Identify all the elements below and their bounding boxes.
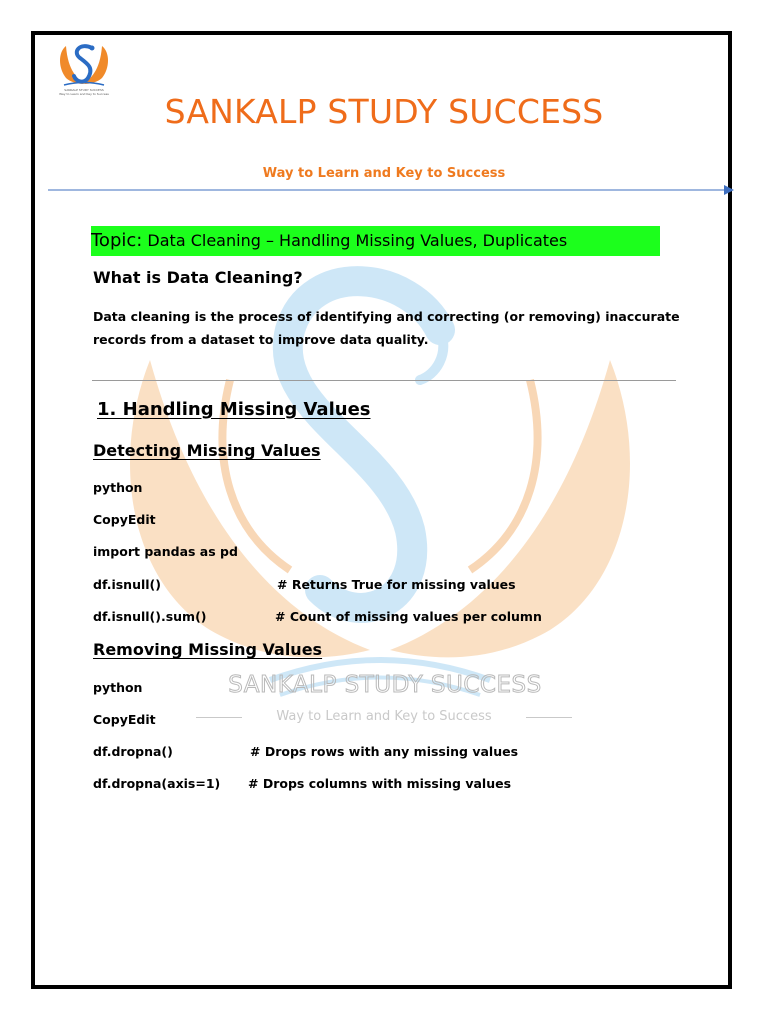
code-text: df.dropna(axis=1) bbox=[93, 776, 221, 791]
code-text: df.isnull().sum() bbox=[93, 609, 207, 624]
header-arrow-rule bbox=[48, 184, 734, 196]
code-line bbox=[93, 744, 519, 759]
code-line bbox=[93, 776, 512, 791]
code-comment: # Count of missing values per column bbox=[275, 609, 542, 624]
code-line bbox=[93, 480, 142, 495]
code-line bbox=[93, 544, 238, 559]
code-line bbox=[93, 609, 542, 624]
code-line bbox=[93, 512, 156, 527]
topic-label: Topic: bbox=[91, 230, 143, 251]
code-text: CopyEdit bbox=[93, 712, 156, 727]
code-text: python bbox=[93, 680, 143, 695]
code-line bbox=[93, 712, 156, 727]
code-text: python bbox=[93, 480, 143, 495]
section-heading: 1. Handling Missing Values bbox=[97, 399, 371, 420]
topic-banner bbox=[91, 226, 660, 256]
subheading-removing: Removing Missing Values bbox=[93, 640, 323, 659]
code-text: import pandas as pd bbox=[93, 544, 238, 559]
logo-caption: SANKALP STUDY SUCCESS Way to Learn and Key to Success bbox=[59, 88, 109, 96]
subheading-detecting: Detecting Missing Values bbox=[93, 441, 321, 460]
intro-paragraph: Data cleaning is the process of identifying and correcting (or removing) inaccurate records from a dataset to improve data quality. bbox=[93, 309, 680, 347]
code-text: df.dropna() bbox=[93, 744, 173, 759]
site-title: SANKALP STUDY SUCCESS bbox=[164, 92, 604, 131]
code-comment: # Drops rows with any missing values bbox=[250, 744, 519, 759]
code-line bbox=[93, 577, 516, 592]
watermark-title: SANKALP STUDY SUCCESS bbox=[228, 672, 542, 698]
divider bbox=[92, 380, 676, 381]
intro-heading: What is Data Cleaning? bbox=[93, 268, 303, 287]
topic-text: Data Cleaning – Handling Missing Values, Duplicates bbox=[142, 231, 568, 250]
code-line bbox=[93, 680, 142, 695]
code-text: df.isnull() bbox=[93, 577, 161, 592]
watermark-subtitle: Way to Learn and Key to Success bbox=[196, 708, 572, 726]
code-text: CopyEdit bbox=[93, 512, 156, 527]
code-comment: # Drops columns with missing values bbox=[248, 776, 512, 791]
code-comment: # Returns True for missing values bbox=[277, 577, 516, 592]
tagline: Way to Learn and Key to Success bbox=[262, 166, 506, 181]
